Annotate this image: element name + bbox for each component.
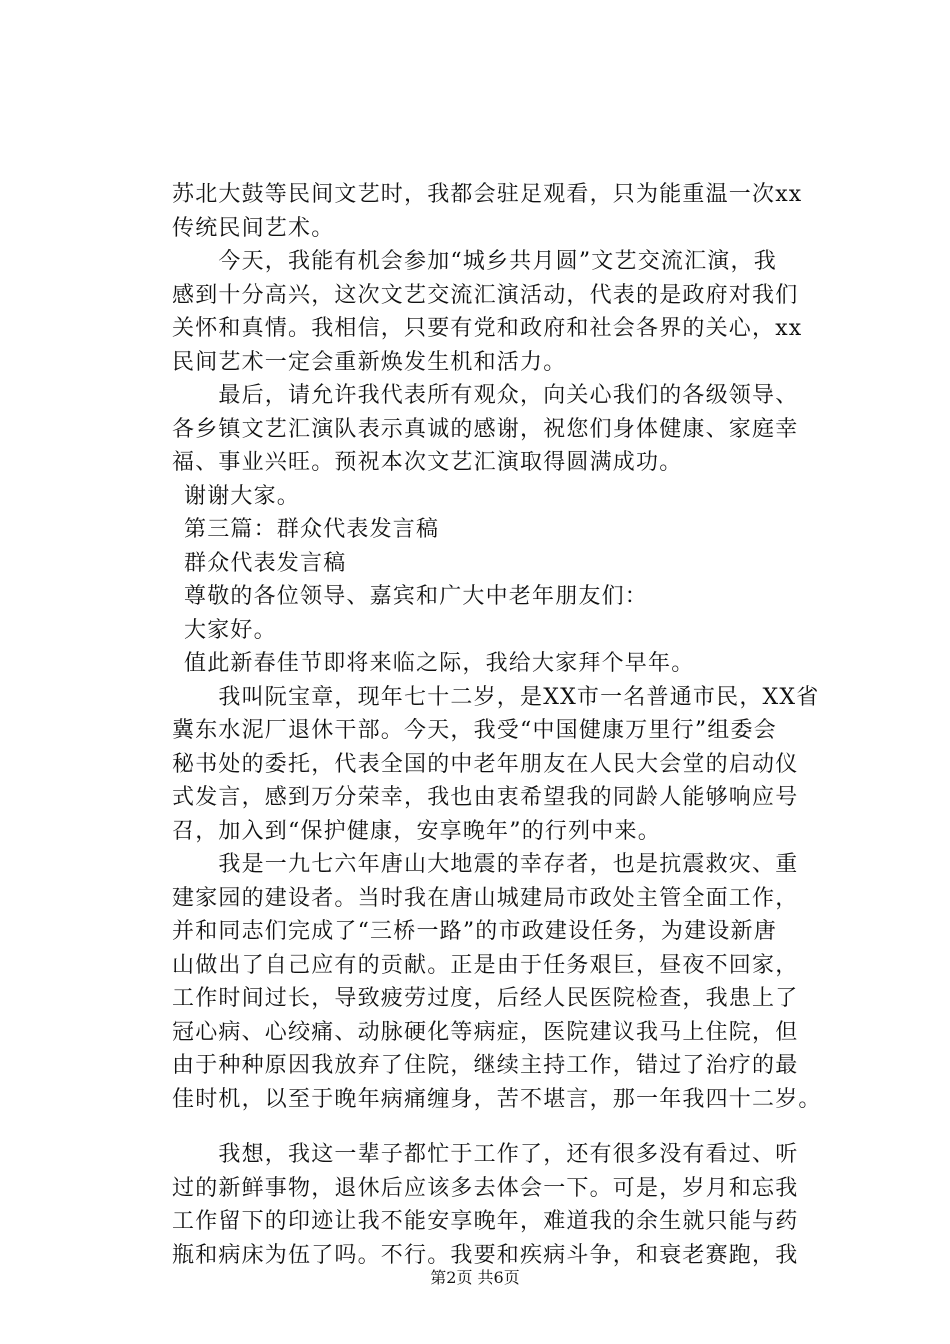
text-line: 福、事业兴旺。预祝本次文艺汇演取得圆满成功。: [172, 450, 683, 475]
text-line: 值此新春佳节即将来临之际，我给大家拜个早年。: [184, 651, 695, 676]
text-line: 瓶和病床为伍了吗。不行。我要和疾病斗争，和衰老赛跑，我: [172, 1242, 799, 1268]
text-line: 最后，请允许我代表所有观众，向关心我们的各级领导、: [172, 383, 799, 408]
text-line: 我想，我这一辈子都忙于工作了，还有很多没有看过、听: [172, 1142, 799, 1167]
text-line: 式发言，感到万分荣幸，我也由衷希望我的同龄人能够响应号: [172, 785, 799, 810]
text-line: 民间艺术一定会重新焕发生机和活力。: [172, 349, 567, 375]
salutation: 尊敬的各位领导、嘉宾和广大中老年朋友们：: [184, 584, 649, 609]
text-line: 召，加入到“保护健康，安享晚年”的行列中来。: [172, 818, 661, 844]
text-line: 由于种种原因我放弃了住院，继续主持工作，错过了治疗的最: [172, 1053, 799, 1078]
text-line: 建家园的建设者。当时我在唐山城建局市政处主管全面工作，: [172, 885, 799, 911]
text-line: 我叫阮宝章，现年七十二岁，是XX市一名普通市民，XX省: [172, 684, 820, 710]
page-number-footer: 第2页 共6页: [430, 1268, 520, 1287]
body-text: [172, 178, 862, 1272]
text-line: 我是一九七六年唐山大地震的幸存者，也是抗震救灾、重: [172, 852, 799, 877]
text-line: 工作留下的印迹让我不能安享晚年，难道我的余生就只能与药: [172, 1209, 799, 1234]
text-line: 苏北大鼓等民间文艺时，我都会驻足观看，只为能重温一次xx: [172, 182, 803, 207]
text-line: 传统民间艺术。: [172, 215, 335, 241]
text-line: 山做出了自己应有的贡献。正是由于任务艰巨，昼夜不回家，: [172, 952, 799, 978]
paragraph-gap: [172, 1116, 862, 1138]
speech-title: 群众代表发言稿: [184, 550, 347, 576]
text-line: 过的新鲜事物，退休后应该多去体会一下。可是，岁月和忘我: [172, 1175, 799, 1201]
text-line: 秘书处的委托，代表全国的中老年朋友在人民大会堂的启动仪: [172, 751, 799, 777]
text-line: 今天，我能有机会参加“城乡共月圆”文艺交流汇演，我: [172, 249, 777, 274]
text-line: 谢谢大家。: [184, 483, 301, 509]
text-line: 工作时间过长，导致疲劳过度，后经人民医院检查，我患上了: [172, 986, 799, 1011]
section-heading: 第三篇：群众代表发言稿: [184, 517, 440, 542]
text-line: 佳时机，以至于晚年病痛缠身，苦不堪言，那一年我四十二岁。: [172, 1086, 822, 1112]
text-line: 冠心病、心绞痛、动脉硬化等病症，医院建议我马上住院，但: [172, 1019, 799, 1045]
text-line: 感到十分高兴，这次文艺交流汇演活动，代表的是政府对我们: [172, 282, 799, 308]
text-line: 冀东水泥厂退休干部。今天，我受“中国健康万里行”组委会: [172, 718, 777, 743]
text-line: 并和同志们完成了“三桥一路”的市政建设任务，为建设新唐: [172, 919, 777, 944]
text-line: 关怀和真情。我相信，只要有党和政府和社会各界的关心，xx: [172, 316, 803, 341]
text-line: 各乡镇文艺汇演队表示真诚的感谢，祝您们身体健康、家庭幸: [172, 416, 799, 442]
greeting: 大家好。: [184, 617, 277, 643]
